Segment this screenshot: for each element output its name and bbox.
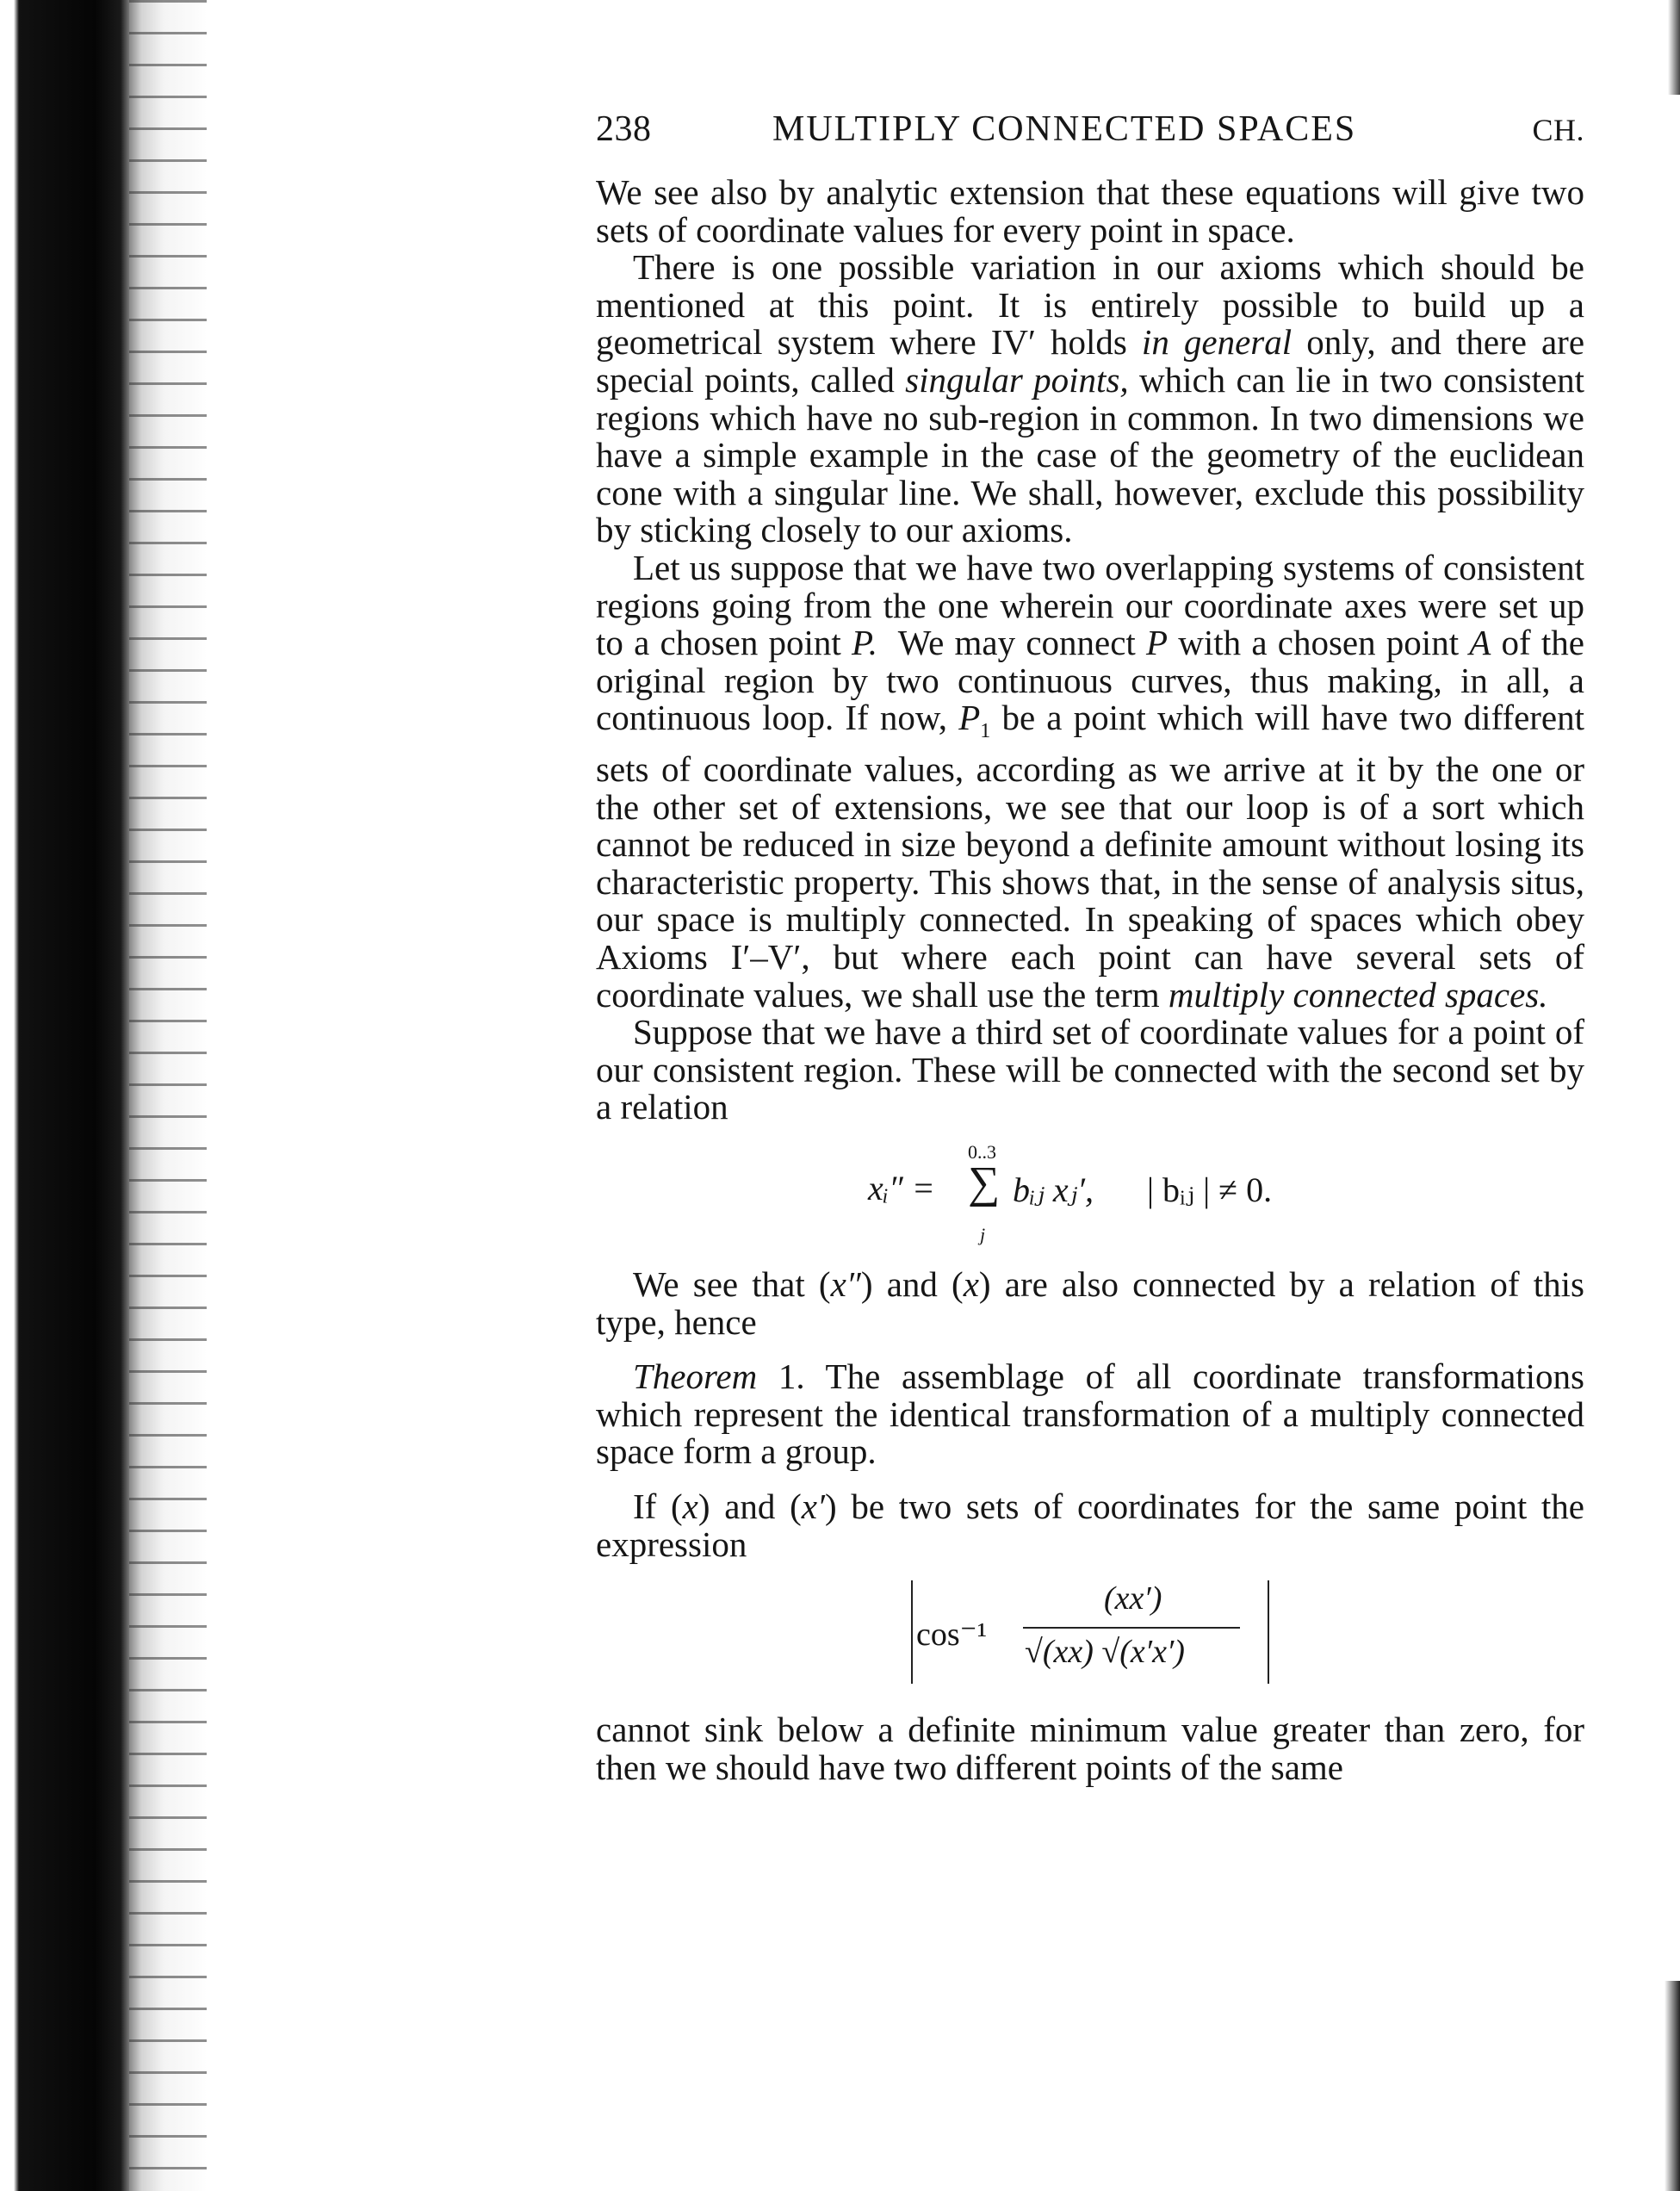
- equation-2-fraction-bar: [1023, 1627, 1240, 1629]
- equation-1-condition: | bᵢⱼ | ≠ 0.: [1147, 1170, 1273, 1210]
- paragraph-2: [596, 249, 1584, 549]
- theorem-text: 1. The assemblage of all coordinate transformations which represent the identical transformation of a multiply connected space form a group.: [596, 1356, 1585, 1472]
- paragraph-7-text: cannot sink below a definite minimum value greater than zero, for then we should have two different points of the same: [596, 1710, 1584, 1787]
- paragraph-5-var-x: x: [963, 1264, 979, 1305]
- paragraph-2-text-a: There is one possible variation in our axioms which should be mentioned at this point. It is entirely possible to build up a geometrical system where IV′ holds: [596, 247, 1584, 363]
- paragraph-3-emphasis-multiply-connected: multiply connected spaces.: [1168, 974, 1548, 1015]
- paragraph-2-text-b: only, and there are special points, called: [596, 322, 1585, 400]
- theorem-label: Theorem: [633, 1356, 758, 1397]
- paragraph-6-text-b: ) and (: [697, 1487, 802, 1526]
- running-title: MULTIPLY CONNECTED SPACES: [772, 109, 1357, 149]
- paragraph-1-text: We see also by analytic extension that these equations will give two sets of coordinate values for every point in space.: [596, 172, 1584, 250]
- binding-texture: [129, 0, 207, 2191]
- page-edge-shadow-bottom: [1665, 1981, 1680, 2191]
- paragraph-3-text-c: with a chosen point: [1178, 623, 1460, 663]
- paragraph-4: [596, 1014, 1584, 1127]
- equation-2-numerator: (xx′): [1104, 1580, 1162, 1617]
- paragraph-6-text-a: If (: [633, 1487, 683, 1526]
- equation-2-right-bar: [1268, 1580, 1269, 1684]
- paragraph-5-text-a: We see that (: [633, 1264, 831, 1305]
- body-text: [596, 174, 1584, 1786]
- paragraph-3-point-p1-subscript: 1: [980, 720, 991, 743]
- paragraph-3-text-a: Let us suppose that we have two overlapping systems of consistent regions going from the one wherein our coordinate axes were set up to a chosen point: [596, 547, 1584, 663]
- equation-1-sum-symbol: ∑: [968, 1158, 1001, 1208]
- paragraph-7: [596, 1711, 1584, 1786]
- equation-2: [596, 1577, 1584, 1687]
- equation-2-denominator: √(xx) √(x′x′): [1025, 1634, 1185, 1671]
- paragraph-3-text-d: of the original region by two continuous curves, thus making, in all, a continuous loop. If now,: [596, 623, 1584, 738]
- paragraph-3-text-e: be a point which will have two different sets of coordinate values, according as we arrive at it by the one or the other set of extensions, we see that our loop is of a sort which cannot be reduced in size beyond a definite amount without losing its characteristic property. This shows that, in the sense of analysis situs, our space is multiply connected. In speaking of spaces which obey Axioms I′–V′, but where each point can have several sets of coordinate values, we shall use the term: [596, 698, 1585, 1015]
- paragraph-5: [596, 1266, 1584, 1341]
- book-page: [596, 109, 1584, 1786]
- paragraph-2-emphasis-singular-points: singular points,: [905, 359, 1129, 400]
- binding-shadow: [0, 0, 129, 2191]
- paragraph-6: [596, 1488, 1584, 1563]
- page-number: 238: [596, 109, 652, 149]
- page-edge-shadow-top: [1668, 0, 1680, 95]
- paragraph-6-text-c: ) be two sets of coordinates for the same point the expression: [596, 1487, 1584, 1564]
- paragraph-3-point-p: P.: [852, 623, 878, 663]
- paragraph-4-text: Suppose that we have a third set of coordinate values for a point of our consistent region. These will be connected with the second set by a relation: [596, 1012, 1584, 1127]
- paragraph-3-point-p1: P: [958, 698, 981, 738]
- paragraph-1: [596, 174, 1584, 249]
- paragraph-2-emphasis-in-general: in general: [1141, 322, 1293, 363]
- equation-2-arccos: cos⁻¹: [916, 1617, 988, 1654]
- paragraph-6-var-x-prime: x′: [801, 1487, 825, 1526]
- paragraph-5-text-c: ) are also connected by a relation of this type, hence: [596, 1264, 1584, 1342]
- equation-1-lhs: xᵢ″ =: [868, 1169, 935, 1208]
- equation-1: [596, 1139, 1584, 1249]
- equation-1-term: bᵢⱼ xⱼ′,: [1013, 1170, 1094, 1210]
- theorem-1: [596, 1358, 1584, 1471]
- paragraph-2-text-c: which can lie in two consistent regions which have no sub-region in common. In two dimensions we have a simple example in the case of the geometry of the euclidean cone with a singular line. We shall, however, exclude this possibility by sticking closely to our axioms.: [596, 359, 1585, 550]
- paragraph-3-point-p-2: P: [1146, 623, 1169, 663]
- paragraph-5-text-b: ) and (: [860, 1264, 964, 1305]
- chapter-abbrev: CH.: [1532, 113, 1584, 147]
- paragraph-3-point-a: A: [1469, 623, 1491, 663]
- paragraph-3-text-b: We may connect: [897, 623, 1136, 663]
- equation-1-sum-index: j: [980, 1224, 986, 1246]
- paragraph-5-var-x-double-prime: x″: [830, 1264, 861, 1305]
- paragraph-3: [596, 549, 1584, 1014]
- running-head: [596, 109, 1584, 155]
- paragraph-6-var-x: x: [682, 1487, 698, 1526]
- equation-1-sum-upper-limit: 0..3: [968, 1141, 996, 1164]
- equation-2-left-bar: [911, 1580, 913, 1684]
